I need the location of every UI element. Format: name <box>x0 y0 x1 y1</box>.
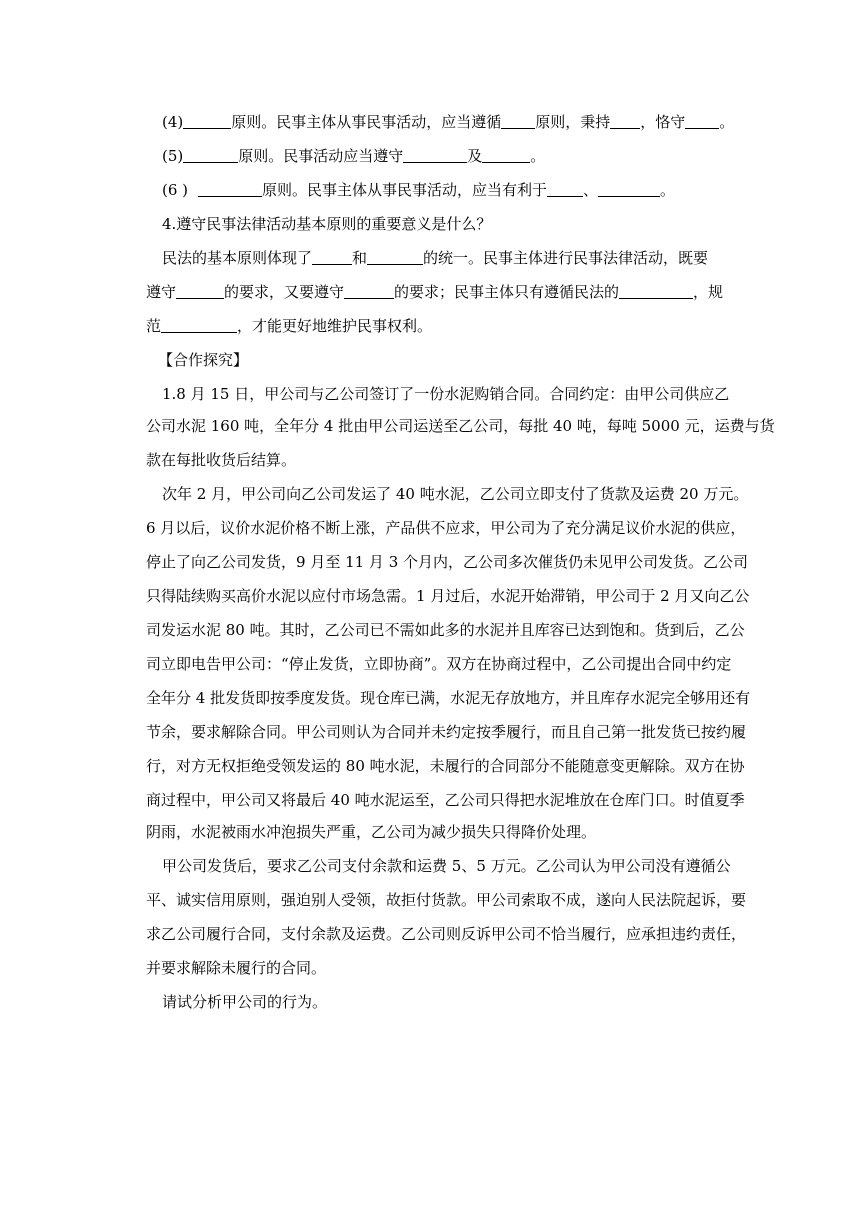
answer-text: ，规 <box>693 283 724 301</box>
case-line: 6 月以后，议价水泥价格不断上涨，产品供不应求，甲公司为了充分满足议价水泥的供应， <box>146 519 746 537</box>
answer-text: 的要求；民事主体只有遵循民法的 <box>394 283 620 301</box>
case-line: 行，对方无权拒绝受领发运的 80 吨水泥，未履行的合同部分不能随意变更解除。双方在协 <box>146 757 745 775</box>
case-line: 并要求解除未履行的合同。 <box>146 959 327 977</box>
case-line: 1.8 月 15 日，甲公司与乙公司签订了一份水泥购销合同。合同约定：由甲公司供应乙 <box>162 385 730 403</box>
fill-blank[interactable] <box>501 113 535 129</box>
item-5-number: (5) <box>162 147 184 165</box>
item-4-line <box>162 112 760 132</box>
fill-blank[interactable] <box>685 113 719 129</box>
case-line: 平、诚实信用原则，强迫别人受领，故拒付货款。甲公司索取不成，遂向人民法院起诉，要 <box>146 891 747 909</box>
item-5-text-3: 。 <box>530 147 546 165</box>
case-line: 司立即电告甲公司：“停止发货，立即协商”。双方在协商过程中，乙公司提出合同中约定 <box>146 655 732 673</box>
item-6-number: (6 ) <box>162 181 189 199</box>
answer-text: ，才能更好地维护民事权利。 <box>237 317 433 335</box>
answer-text: 的统一。民事主体进行民事法律活动，既要 <box>423 249 709 267</box>
fill-blank[interactable] <box>598 181 660 197</box>
item-5-text-2: 及 <box>467 147 483 165</box>
case-line: 次年 2 月，甲公司向乙公司发运了 40 吨水泥，乙公司立即支付了货款及运费 20 万元。 <box>162 485 749 503</box>
fill-blank[interactable] <box>344 283 394 299</box>
case-line: 阴雨，水泥被雨水冲泡损失严重，乙公司为减少损失只得降价处理。 <box>146 823 597 841</box>
case-line: 全年分 4 批发货即按季度发货。现仓库已满，水泥无存放地方，并且库存水泥完全够用还有 <box>146 689 751 707</box>
case-line: 停止了向乙公司发货，9 月至 11 月 3 个月内，乙公司多次催货仍未见甲公司发货。乙公司 <box>146 553 749 571</box>
item-4-text-1: 原则。民事主体从事民事活动，应当遵循 <box>231 113 502 131</box>
item-6-text-1: 原则。民事主体从事民事活动，应当有利于 <box>262 181 548 199</box>
case-line: 商过程中，甲公司又将最后 40 吨水泥运至，乙公司只得把水泥堆放在仓库门口。时值夏季 <box>146 791 745 809</box>
section-heading: 【合作探究】 <box>158 351 249 369</box>
item-5-line <box>162 146 760 166</box>
fill-blank[interactable] <box>161 317 237 333</box>
answer-text: 的要求，又要遵守 <box>224 283 345 301</box>
fill-blank[interactable] <box>610 113 640 129</box>
fill-blank[interactable] <box>547 181 583 197</box>
item-4-text-3: ，恪守 <box>640 113 686 131</box>
fill-blank[interactable] <box>198 181 262 197</box>
fill-blank[interactable] <box>367 249 423 265</box>
fill-blank[interactable] <box>403 147 467 163</box>
case-line: 求乙公司履行合同，支付余款及运费。乙公司则反诉甲公司不恰当履行，应承担违约责任， <box>146 925 747 943</box>
question-4: 4.遵守民事法律活动基本原则的重要意义是什么？ <box>162 215 492 233</box>
fill-blank[interactable] <box>176 283 224 299</box>
answer-line-1 <box>162 248 760 268</box>
fill-blank[interactable] <box>482 147 530 163</box>
answer-text: 遵守 <box>146 283 177 301</box>
fill-blank[interactable] <box>312 249 352 265</box>
item-4-text-2: 原则，秉持 <box>535 113 611 131</box>
item-6-text-3: 。 <box>660 181 676 199</box>
item-6-line <box>162 180 760 200</box>
case-line: 只得陆续购买高价水泥以应付市场急需。1 月过后，水泥开始滞销，甲公司于 2 月又向乙公 <box>146 587 750 605</box>
item-4-number: (4) <box>162 113 184 131</box>
case-line: 公司水泥 160 吨，全年分 4 批由甲公司运送至乙公司，每批 40 吨，每吨 5000 元，运费与货 <box>146 417 775 435</box>
answer-text: 范 <box>146 317 162 335</box>
case-question: 请试分析甲公司的行为。 <box>162 993 328 1011</box>
item-5-text-1: 原则。民事活动应当遵守 <box>238 147 404 165</box>
case-line: 节余，要求解除合同。甲公司则认为合同并未约定按季履行，而且自己第一批发货已按约履 <box>146 723 747 741</box>
fill-blank[interactable] <box>183 113 231 129</box>
case-line: 款在每批收货后结算。 <box>146 451 297 469</box>
case-line: 甲公司发货后，要求乙公司支付余款和运费 5、5 万元。乙公司认为甲公司没有遵循公 <box>162 857 731 875</box>
answer-line-3 <box>146 316 760 336</box>
answer-text: 和 <box>352 249 368 267</box>
item-4-text-4: 。 <box>719 113 735 131</box>
item-6-text-2: 、 <box>583 181 599 199</box>
fill-blank[interactable] <box>183 147 238 163</box>
answer-text: 民法的基本原则体现了 <box>162 249 313 267</box>
case-line: 司发运水泥 80 吨。其时，乙公司已不需如此多的水泥并且库容已达到饱和。货到后，乙公 <box>146 621 745 639</box>
fill-blank[interactable] <box>619 283 693 299</box>
answer-line-2 <box>146 282 760 302</box>
